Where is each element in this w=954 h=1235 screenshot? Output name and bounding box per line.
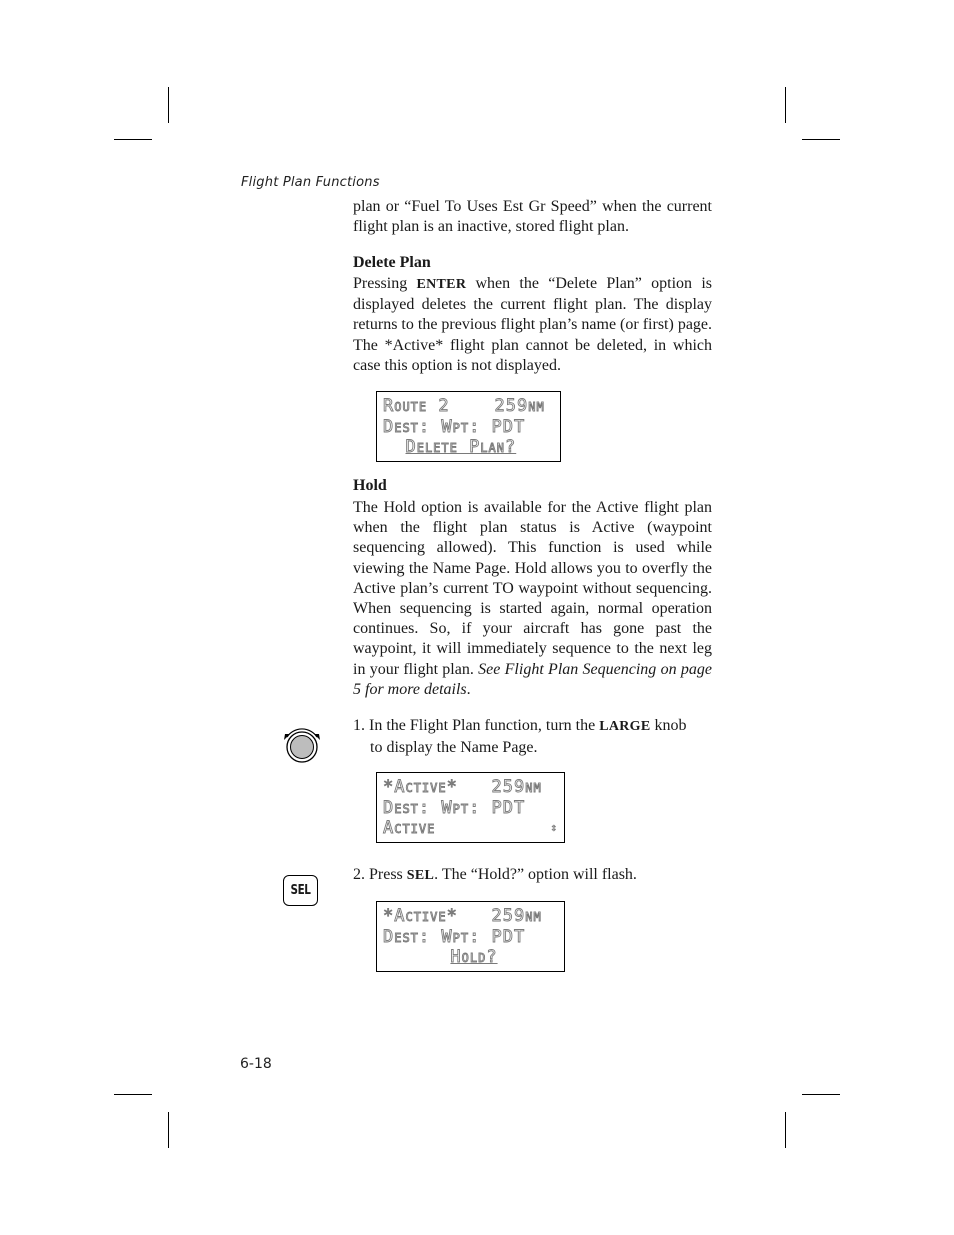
crop-mark	[802, 1094, 840, 1095]
crop-mark	[168, 1112, 169, 1148]
crop-mark	[114, 139, 152, 140]
intro-paragraph: plan or “Fuel To Uses Est Gr Speed” when the current flight plan is an inactive, stored flight plan.	[353, 198, 712, 236]
lcd-line: *Active* 259nm	[383, 777, 542, 797]
delete-plan-paragraph: Pressing ENTER when the “Delete Plan” option is displayed deletes the current flight plan. The display returns to the previous flight plan’s name (or first) page. The *Active* flight plan cannot be deleted, in which case this option is not displayed.	[353, 275, 713, 374]
crop-mark	[785, 1112, 786, 1148]
sel-button-icon: SEL	[283, 875, 318, 906]
scroll-arrow-icon: ↕	[550, 821, 558, 834]
cross-reference: See Flight Plan Sequencing on page 5 for more details	[353, 660, 712, 698]
lcd-line: *Active* 259nm	[383, 906, 542, 926]
hold-option: Hold?	[450, 947, 498, 967]
lcd-line: Active ↕	[383, 818, 558, 838]
sel-key-label: SEL	[406, 868, 435, 883]
crop-mark	[114, 1094, 152, 1095]
lcd-line: Dest: Wpt: PDT	[383, 797, 526, 818]
step-1: 1. In the Flight Plan function, turn the LARGE knob to display the Name Page.	[353, 717, 687, 756]
lcd-display-name-page	[376, 772, 565, 843]
lcd-line: Route 2 259nm	[383, 396, 545, 416]
running-head: Flight Plan Functions	[241, 175, 380, 190]
crop-mark	[802, 139, 840, 140]
delete-plan-heading: Delete Plan	[353, 254, 431, 271]
lcd-line	[383, 437, 554, 458]
page-number: 6-18	[240, 1056, 272, 1072]
crop-mark	[785, 87, 786, 123]
lcd-display-delete-plan	[376, 391, 561, 462]
large-knob-icon	[281, 725, 323, 765]
lcd-line: Dest: Wpt: PDT	[383, 416, 526, 437]
step-2: 2. Press SEL. The “Hold?” option will flash.	[353, 866, 637, 883]
lcd-line	[383, 947, 558, 968]
hold-heading: Hold	[353, 477, 387, 494]
lcd-display-hold	[376, 901, 565, 972]
large-key-label: LARGE	[599, 719, 651, 734]
hold-paragraph: The Hold option is available for the Active flight plan when the flight plan status is Active (waypoint sequencing allowed). This function is used while viewing the Name Page. Hold allows you to overfly the Active plan’s current TO waypoint without sequencing. When sequencing is started again, normal operation continues. So, if your aircraft has gone past the waypoint, it will immediately sequence to the next leg in your flight plan. See Flight Plan Sequencing on page 5 for more details.	[353, 499, 712, 698]
enter-key-label: ENTER	[416, 277, 467, 292]
lcd-line: Dest: Wpt: PDT	[383, 926, 526, 947]
delete-plan-option: Delete Plan?	[405, 437, 517, 457]
crop-mark	[168, 87, 169, 123]
